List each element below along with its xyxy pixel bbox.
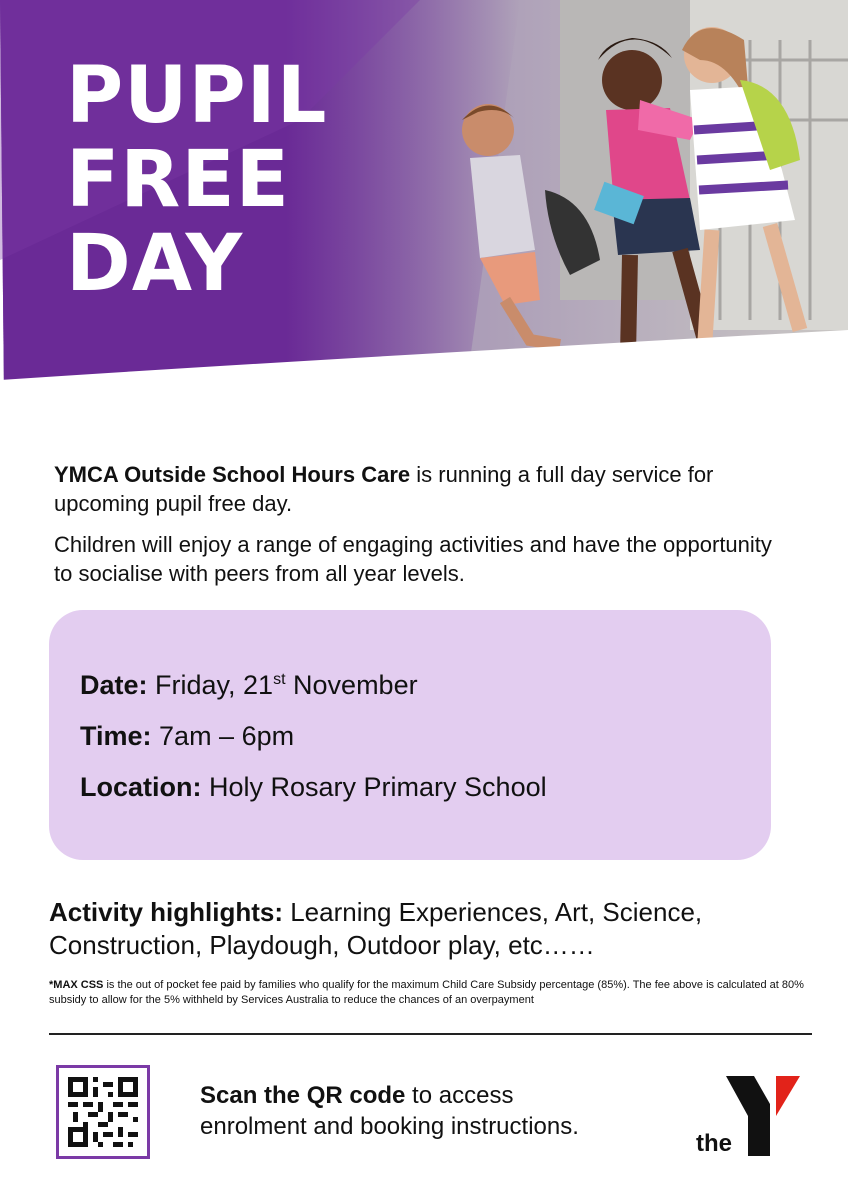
qr-code-icon[interactable]: [56, 1065, 150, 1159]
footnote-text: is the out of pocket fee paid by families who qualify for the maximum Child Care Subsidy percentage (85%). The fee above is calculated at 80% subsidy to allow for the 5% withheld by Services Australia to reduce the chances of an overpayment: [49, 979, 804, 1006]
event-details-box: [49, 610, 771, 860]
divider: [49, 1033, 812, 1035]
intro-paragraph-1: [54, 460, 774, 518]
location-label: Location:: [80, 772, 202, 802]
scan-text-1: to access: [405, 1082, 514, 1109]
footnote-label: *MAX CSS: [49, 979, 104, 991]
highlights-label: Activity highlights:: [49, 897, 283, 927]
intro-paragraph-1-text: is running a full day service for upcoming pupil free day.: [54, 462, 714, 516]
headline-line-1: PUPIL: [66, 51, 328, 141]
intro-text: [54, 460, 774, 600]
headline-line-2: FREE: [66, 135, 290, 225]
headline-line-3: DAY: [66, 219, 244, 309]
location-row: [80, 772, 547, 803]
time-row: [80, 721, 294, 752]
footnote: [49, 978, 809, 1008]
organization-name: YMCA Outside School Hours Care: [54, 462, 411, 487]
date-value: Friday, 21: [147, 670, 274, 700]
time-label: Time:: [80, 721, 152, 751]
scan-bold: Scan the QR code: [200, 1082, 406, 1109]
logo-the-text: the: [696, 1130, 732, 1157]
qr-code-pattern: [68, 1077, 138, 1147]
ymca-logo: [696, 1074, 804, 1160]
hero-banner: [0, 0, 848, 440]
headline: [66, 51, 328, 309]
location-value: Holy Rosary Primary School: [201, 772, 547, 802]
activity-highlights: [49, 896, 809, 962]
scan-instructions: [200, 1080, 579, 1142]
date-month: November: [285, 670, 418, 700]
intro-paragraph-2: Children will enjoy a range of engaging activities and have the opportunity to socialise with peers from all year levels.: [54, 532, 772, 586]
highlights-text: Learning Experiences, Art, Science, Construction, Playdough, Outdoor play, etc……: [49, 897, 703, 960]
scan-line-2: enrolment and booking instructions.: [200, 1113, 579, 1140]
date-label: Date:: [80, 670, 148, 700]
date-suffix: st: [273, 671, 286, 688]
date-row: [80, 670, 418, 701]
time-value: 7am – 6pm: [151, 721, 295, 751]
scan-line-1: [200, 1080, 579, 1111]
